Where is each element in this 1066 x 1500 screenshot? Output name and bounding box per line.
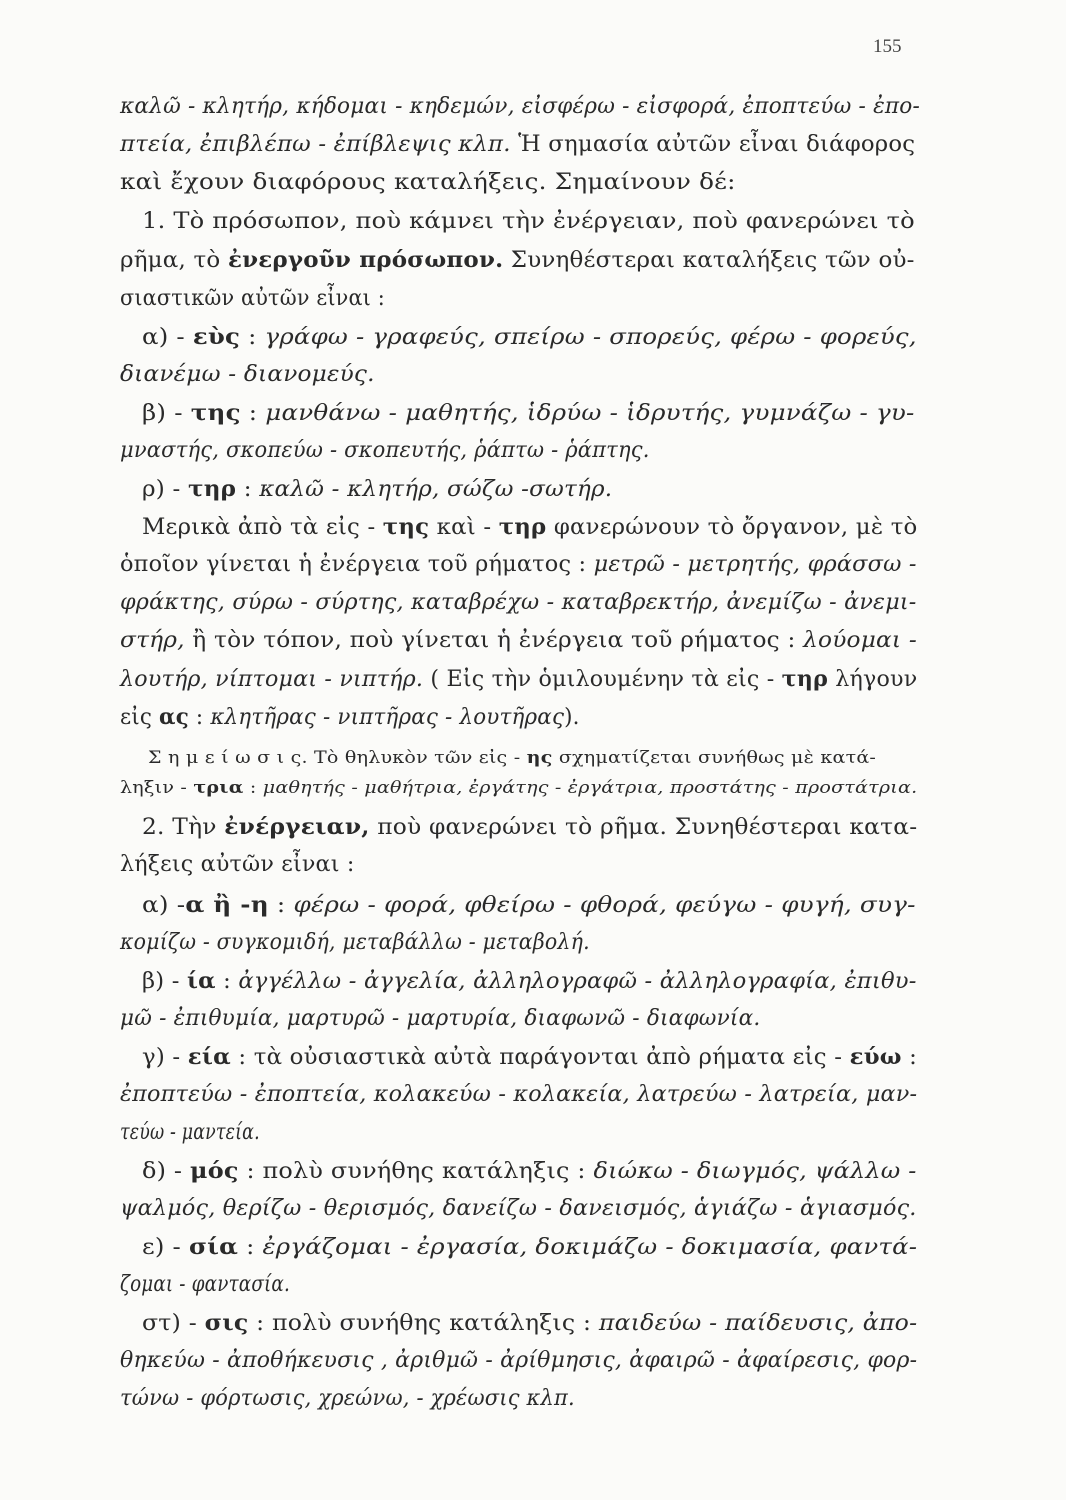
text-line (142, 1156, 916, 1187)
bold-suffix: ἐνεργοῦν πρόσωπον. (227, 247, 504, 273)
italic-example: μανθάνω - μαθητής, ἱδρύω - ἱδρυτής, γυμνάζω - γυ- (265, 401, 915, 426)
text-line (142, 812, 917, 843)
text-segment: α) - (142, 893, 186, 918)
text-segment: : (188, 705, 211, 730)
text-line (148, 746, 876, 770)
text-segment: : (236, 477, 260, 502)
bold-suffix: εὺς (192, 324, 241, 350)
text-line (142, 474, 612, 505)
italic-example: λουτήρ, νίπτομαι - νιπτήρ. (120, 667, 424, 692)
text-line (120, 664, 917, 695)
text-segment: β) - (142, 969, 187, 994)
italic-example: θηκεύω - ἀποθήκευσις , ἀριθμῶ - ἀρίθμησις, ἀφαιρῶ - ἀφαίρεσις, φορ- (120, 1348, 918, 1373)
text-segment: σχηματίζεται συνήθως μὲ κατά- (552, 748, 877, 768)
bold-suffix: σις (204, 1310, 249, 1336)
italic-example: μναστής, σκοπεύω - σκοπευτής, ῥάπτω - ῥάπτης. (120, 438, 650, 463)
text-segment: ρ) - (142, 477, 188, 502)
text-segment: 1. Τὸ πρόσωπον, ποὺ κάμνει τὴν ἐνέργειαν, ποὺ φανερώνει τὸ (142, 209, 915, 234)
bold-suffix: εύω (849, 1044, 902, 1070)
text-line (120, 284, 385, 314)
text-line (120, 850, 355, 880)
italic-example: μαθητής - μαθήτρια, ἐργάτης - ἐργάτρια, προστάτης - προστάτρια. (262, 778, 918, 798)
bold-suffix: ας (159, 704, 189, 730)
text-line (142, 966, 917, 997)
text-line (120, 1384, 575, 1414)
text-line (142, 1232, 917, 1263)
text-line (142, 207, 915, 237)
text-line (120, 436, 650, 466)
text-line (142, 398, 915, 429)
text-line (120, 776, 917, 800)
text-segment: σιαστικῶν αὐτῶν εἶναι : (120, 286, 385, 311)
text-segment: λήγουν (828, 667, 918, 692)
italic-example: τώνω - φόρτωσις, χρεώνω, - χρέωσις κλπ. (120, 1386, 575, 1411)
text-line (120, 245, 915, 276)
text-segment: : (268, 893, 294, 918)
text-line (142, 890, 916, 921)
italic-example: διανέμω - διανομεύς. (120, 362, 375, 387)
text-segment: Ἡ σημασία αὐτῶν εἶναι διάφορος (510, 132, 916, 157)
text-segment: ). (564, 705, 580, 730)
text-segment: στ) - (142, 1311, 205, 1336)
text-segment: Μερικὰ ἀπὸ τὰ εἰς - (142, 515, 383, 540)
italic-example: φέρω - φορά, φθείρω - φθορά, φεύγω - φυγή, συγ- (293, 893, 916, 918)
text-segment: : τὰ οὐσιαστικὰ αὐτὰ παράγονται ἀπὸ ρήματα εἰς - (230, 1045, 850, 1070)
text-line (120, 1080, 917, 1110)
text-segment: ( Εἰς τὴν ὁμιλουμένην τὰ εἰς - (423, 667, 782, 692)
italic-example: μῶ - ἐπιθυμία, μαρτυρῶ - μαρτυρία, διαφωνῶ - διαφωνία. (120, 1006, 761, 1031)
text-segment: ληξιν - (120, 778, 194, 798)
italic-example: διώκω - διωγμός, ψάλλω - (593, 1159, 917, 1184)
bold-suffix: ης (526, 748, 553, 768)
text-line (142, 512, 917, 543)
text-line (120, 1004, 760, 1034)
text-segment: φανερώνουν τὸ ὄργανον, μὲ τὸ (546, 515, 918, 540)
bold-suffix: της (382, 514, 430, 540)
italic-example: ζομαι - φαντασία. (120, 1272, 290, 1297)
text-segment: : (240, 401, 266, 426)
text-segment: Σ η μ ε ί ω σ ι ς. Τὸ θηλυκὸν τῶν εἰς - (148, 748, 527, 768)
text-segment: ὁποῖον γίνεται ἡ ἐνέργεια τοῦ ρήματος : (120, 552, 594, 577)
italic-example: στήρ, (120, 628, 185, 653)
bold-suffix: σία (188, 1234, 239, 1260)
bold-suffix: μός (190, 1158, 239, 1184)
italic-example: φράκτης, σύρω - σύρτης, καταβρέχω - καταβρεκτήρ, ἀνεμίζω - ἀνεμι- (120, 590, 917, 615)
bold-suffix: τηρ (187, 476, 237, 502)
text-segment: ε) - (142, 1235, 189, 1260)
page-number: 155 (873, 36, 902, 57)
italic-example: παιδεύω - παίδευσις, ἀπο- (598, 1311, 918, 1336)
bold-suffix: εία (187, 1044, 231, 1070)
italic-example: κλητῆρας - νιπτῆρας - λουτῆρας (210, 705, 565, 730)
text-segment: : πολὺ συνήθης κατάληξις : (238, 1159, 594, 1184)
italic-example: μετρῶ - μετρητής, φράσσω - (593, 552, 917, 577)
text-line (120, 360, 375, 390)
text-segment: : (238, 1235, 263, 1260)
bold-suffix: της (190, 400, 241, 426)
text-segment: ἢ τὸν τόπον, ποὺ γίνεται ἡ ἐνέργεια τοῦ ρήματος : (184, 628, 804, 653)
text-segment: β) - (142, 401, 191, 426)
text-line (120, 130, 915, 160)
text-segment: εἰς (120, 705, 160, 730)
bold-suffix: ἐνέργειαν, (224, 814, 370, 840)
text-line (120, 92, 920, 122)
text-line (120, 1118, 260, 1148)
text-segment: καὶ ἔχουν διαφόρους καταλήξεις. Σημαίνουν δέ: (120, 170, 736, 195)
italic-example: καλῶ - κλητήρ, κήδομαι - κηδεμών, εἰσφέρω - εἰσφορά, ἐποπτεύω - ἐπο- (120, 94, 921, 119)
text-segment: δ) - (142, 1159, 191, 1184)
text-segment: α) - (142, 325, 193, 350)
text-segment: λήξεις αὐτῶν εἶναι : (120, 852, 355, 877)
italic-example: ἐργάζομαι - ἐργασία, δοκιμάζω - δοκιμασία, φαντά- (262, 1235, 918, 1260)
italic-example: καλῶ - κλητήρ, σώζω -σωτήρ. (259, 477, 613, 502)
text-segment: ρῆμα, τὸ (120, 248, 228, 273)
text-segment: : πολὺ συνήθης κατάληξις : (248, 1311, 599, 1336)
text-line (120, 1346, 917, 1376)
text-line (120, 1270, 290, 1300)
bold-suffix: τηρ (781, 666, 829, 692)
italic-example: τεύω - μαντεία. (120, 1120, 260, 1145)
text-line (142, 1308, 917, 1339)
italic-example: γράφω - γραφεύς, σπείρω - σπορεύς, φέρω - φορεύς, (264, 325, 917, 350)
bold-suffix: τηρ (498, 514, 547, 540)
text-segment: ποὺ φανερώνει τὸ ρῆμα. Συνηθέστεραι κατα- (369, 815, 918, 840)
italic-example: λούομαι - (803, 628, 917, 653)
text-segment: : (215, 969, 239, 994)
text-segment: : (243, 778, 263, 798)
text-line (142, 322, 917, 353)
italic-example: ἐποπτεύω - ἐποπτεία, κολακεύω - κολακεία, λατρεύω - λατρεία, μαν- (120, 1082, 918, 1107)
bold-suffix: ία (186, 968, 216, 994)
italic-example: πτεία, ἐπιβλέπω - ἐπίβλεψις κλπ. (120, 132, 511, 157)
text-line (120, 626, 917, 656)
text-segment: : (901, 1045, 918, 1070)
bold-suffix: α ἢ -η (185, 892, 269, 918)
text-line (120, 168, 736, 198)
italic-example: ψαλμός, θερίζω - θερισμός, δανείζω - δανεισμός, ἁγιάζω - ἁγιασμός. (120, 1196, 917, 1221)
italic-example: κομίζω - συγκομιδή, μεταβάλλω - μεταβολή. (120, 930, 590, 955)
text-segment: Συνηθέστεραι καταλήξεις τῶν οὐ- (503, 248, 915, 273)
text-line (120, 702, 580, 733)
text-line (120, 588, 917, 618)
text-line (120, 550, 917, 580)
text-segment: καὶ - (429, 515, 499, 540)
italic-example: ἀγγέλλω - ἀγγελία, ἀλληλογραφῶ - ἀλληλογραφία, ἐπιθυ- (238, 969, 917, 994)
text-line (142, 1042, 917, 1073)
text-line (120, 928, 590, 958)
text-line (120, 1194, 917, 1224)
text-segment: : (240, 325, 265, 350)
text-segment: 2. Τὴν (142, 815, 225, 840)
text-segment: γ) - (142, 1045, 188, 1070)
bold-suffix: τρια (193, 778, 244, 798)
